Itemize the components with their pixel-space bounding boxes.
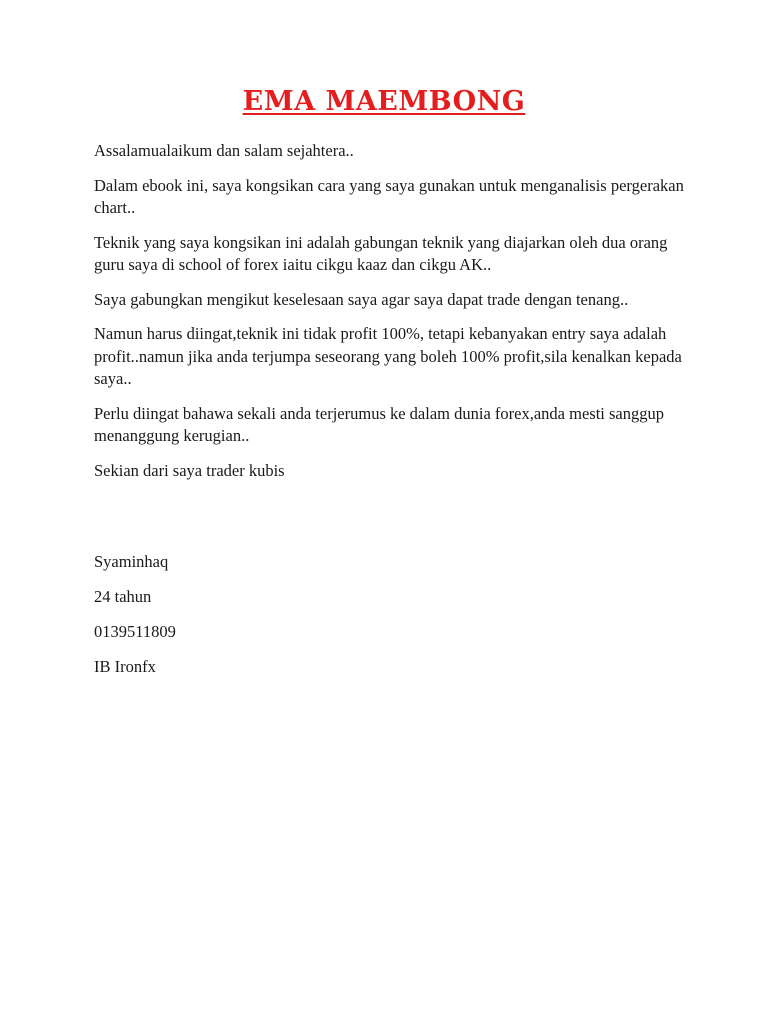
signature-name: Syaminhaq bbox=[94, 552, 169, 571]
paragraph-closing: Sekian dari saya trader kubis bbox=[94, 460, 285, 480]
signature-block bbox=[94, 551, 494, 691]
paragraph-technique: Teknik yang saya kongsikan ini adalah gabungan teknik yang diajarkan oleh dua orang guru saya di school of forex iaitu cikgu kaaz dan cikgu AK.. bbox=[94, 232, 668, 274]
signature-phone: 0139511809 bbox=[94, 622, 176, 641]
signature-age: 24 tahun bbox=[94, 587, 152, 606]
signature-affiliation: IB Ironfx bbox=[94, 657, 156, 676]
paragraph-intro: Dalam ebook ini, saya kongsikan cara yang saya gunakan untuk menganalisis pergerakan chart.. bbox=[94, 175, 684, 217]
paragraph-warning: Namun harus diingat,teknik ini tidak profit 100%, tetapi kebanyakan entry saya adalah profit..namun jika anda terjumpa seseorang yang boleh 100% profit,sila kenalkan kepada saya.. bbox=[94, 324, 682, 388]
paragraph-risk: Perlu diingat bahawa sekali anda terjerumus ke dalam dunia forex,anda mesti sanggup menanggung kerugian.. bbox=[94, 403, 664, 445]
document-title: EMA MAEMBONG bbox=[242, 86, 526, 117]
paragraph-greeting: Assalamualaikum dan salam sejahtera.. bbox=[94, 141, 354, 160]
paragraph-comfort: Saya gabungkan mengikut keselesaan saya agar saya dapat trade dengan tenang.. bbox=[94, 289, 629, 309]
document-body bbox=[94, 140, 694, 494]
